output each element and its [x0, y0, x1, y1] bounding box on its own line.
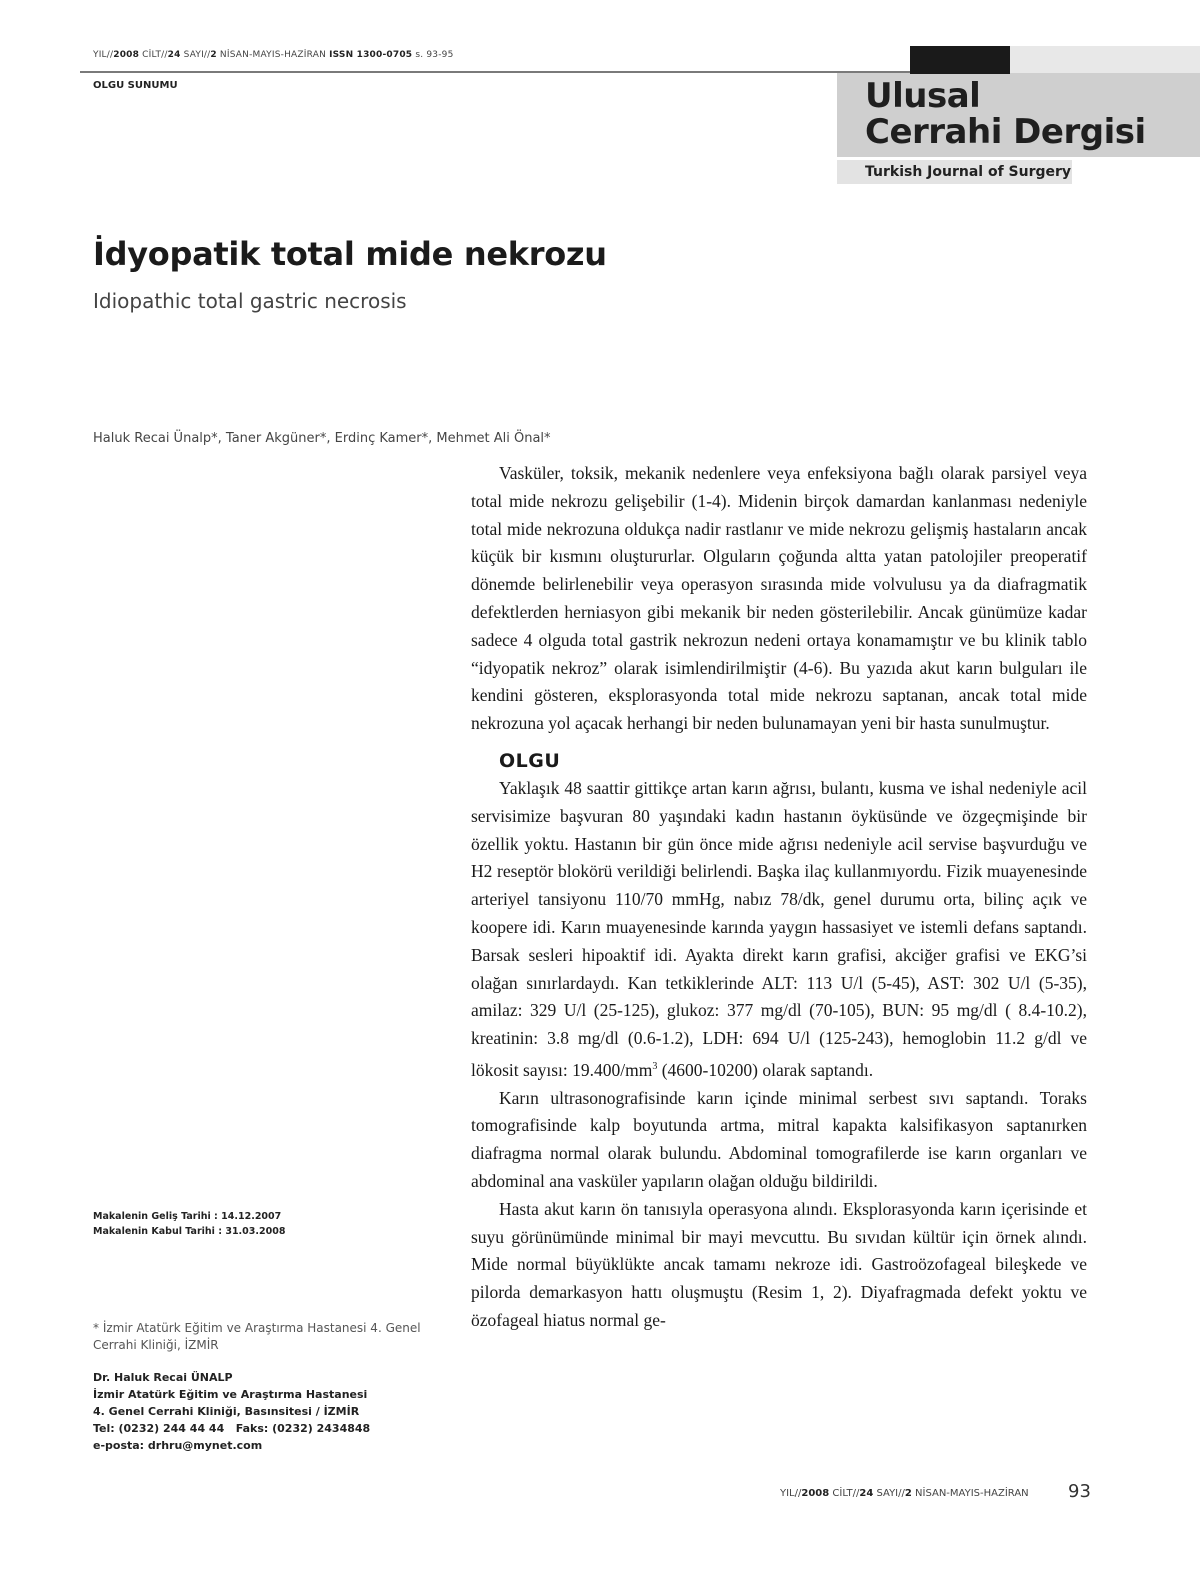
header-months: NİSAN-MAYIS-HAZİRAN: [216, 50, 330, 60]
footer-year: 2008: [801, 1488, 830, 1499]
journal-title-line2: Cerrahi Dergisi: [865, 112, 1146, 152]
accepted-date-row: [93, 1224, 285, 1239]
page-number: 93: [1068, 1481, 1091, 1502]
header-year-label: YIL//: [93, 50, 114, 60]
footer-volume-label: CİLT//: [829, 1488, 860, 1499]
case-paragraph-2: Karın ultrasonografisinde karın içinde minimal serbest sıvı saptandı. Toraks tomografisinde kalp boyutunda artma, mitral kapakta kalsifikasyon saptanırken diafragma normal olarak bulundu. Abdominal tomografilerde ise karın organları ve abdominal ana vasküler yapıların olağan olduğu bildirildi.: [471, 1087, 1087, 1191]
intro-paragraph: Vasküler, toksik, mekanik nedenlere veya enfeksiyona bağlı olarak parsiyel veya total mide nekrozu gelişebilir (1-4). Midenin birçok damardan kanlanması nedeniyle total mide nekrozuna oldukça nadir rastlanır ve mide nekrozu gelişmiş hastaların ancak küçük bir kısmını oluştururlar. Olguların çoğunda altta yatan patolojiler preoperatif dönemde belirlenebilir veya operasyon sırasında mide volvulusu ya da diafragmatik defektlerden herniasyon gibi mekanik bir neden gösterilebilir. Ancak günümüze kadar sadece 4 olguda total gastrik nekrozun nedeni ortaya konamamıştır ve bu klinik tablo “idyopatik nekroz” olarak isimlendirilmiştir (4-6). Bu yazıda akut karın bulguları ile kendini gösteren, eksplorasyonda total mide nekrozu saptanan, ancak total mide nekrozuna yol açacak herhangi bir neden bulunamayan yeni bir hasta sunulmuştur.: [471, 463, 1087, 734]
footer-months: NİSAN-MAYIS-HAZİRAN: [911, 1488, 1029, 1499]
article-subtitle: Idiopathic total gastric necrosis: [93, 289, 407, 313]
journal-block-light: [1010, 46, 1200, 76]
journal-subtitle: Turkish Journal of Surgery: [865, 164, 1072, 180]
correspondence-block: [93, 1369, 370, 1454]
header-issue: 2: [210, 50, 217, 60]
header-volume: 24: [167, 50, 181, 60]
article-body: [471, 460, 1087, 1335]
header-issue-label: SAYI//: [180, 50, 211, 60]
received-date-row: [93, 1209, 285, 1224]
accepted-date-label: Makalenin Kabul Tarihi :: [93, 1226, 223, 1237]
journal-title: [865, 78, 1146, 150]
contact-email: e-posta: drhru@mynet.com: [93, 1439, 263, 1452]
header-volume-label: CİLT//: [139, 50, 168, 60]
article-title: İdyopatik total mide nekrozu: [93, 235, 607, 273]
header-issn: ISSN 1300-0705: [329, 50, 413, 60]
header-rule: [80, 71, 910, 73]
journal-block-black: [910, 46, 1010, 74]
contact-name: Dr. Haluk Recai ÜNALP: [93, 1371, 233, 1384]
contact-institution: İzmir Atatürk Eğitim ve Araştırma Hastanesi: [93, 1388, 368, 1401]
article-authors: Haluk Recai Ünalp*, Taner Akgüner*, Erdinç Kamer*, Mehmet Ali Önal*: [93, 431, 551, 446]
header-pages: s. 93-95: [412, 50, 454, 60]
contact-phone: Tel: (0232) 244 44 44 Faks: (0232) 2434848: [93, 1422, 371, 1435]
case-paragraph-3: Hasta akut karın ön tanısıyla operasyona alındı. Eksplorasyonda karın içerisinde et suyu görünümünde minimal bir mayi mevcuttu. Bu sıvıdan kültür için örnek alındı. Mide normal büyüklükte ancak tamamı nekroze idi. Gastroözofageal bileşkede ve pilorda demarkasyon hattı oluşmuştu (Resim 1, 2). Diyafragmada defekt yoktu ve özofageal hiatus normal ge-: [471, 1198, 1087, 1330]
case-paragraph-1-superscript: 3: [652, 1060, 658, 1072]
case-paragraph-1-end: (4600-10200) olarak saptandı.: [657, 1059, 874, 1080]
received-date-label: Makalenin Geliş Tarihi :: [93, 1211, 218, 1222]
contact-address: 4. Genel Cerrahi Kliniği, Basınsitesi / İZMİR: [93, 1405, 360, 1418]
footer-issue-label: SAYI//: [873, 1488, 905, 1499]
received-date: 14.12.2007: [221, 1211, 282, 1222]
article-dates: [93, 1209, 285, 1239]
journal-title-line1: Ulusal: [865, 76, 981, 116]
accepted-date: 31.03.2008: [225, 1226, 286, 1237]
header-year: 2008: [113, 50, 140, 60]
section-heading-olgu: OLGU: [499, 749, 561, 772]
journal-issue-header: [93, 50, 454, 60]
footer-issue-info: [780, 1488, 1029, 1499]
case-paragraph-1-text: Yaklaşık 48 saattir gittikçe artan karın ağrısı, bulantı, kusma ve ishal nedeniyle acil servisimize başvuran 80 yaşındaki kadın hastanın öyküsünde ve özgeçmişinde bir özellik yoktu. Hastanın bir gün önce mide ağrısı nedeniyle acil servise başvurduğu ve H2 reseptör blokörü verildiği belirlendi. Başka ilaç kullanmıyordu. Fizik muayenesinde arteriyel tansiyonu 110/70 mmHg, nabız 78/dk, genel durumu orta, bilinç açık ve koopere idi. Karın muayenesinde karında yaygın hassasiyet ve istemli defans saptandı. Barsak sesleri hipoaktif idi. Ayakta direkt karın grafisi, akciğer grafisi ve EKG’si olağan sınırlardaydı. Kan tetkiklerinde ALT: 113 U/l (5-45), AST: 302 U/l (5-35), amilaz: 329 U/l (25-125), glukoz: 377 mg/dl (70-105), BUN: 95 mg/dl ( 8.4-10.2), kreatinin: 3.8 mg/dl (0.6-1.2), LDH: 694 U/l (125-243), hemoglobin 11.2 g/dl ve lökosit sayısı: 19.400/mm: [471, 777, 1087, 1080]
author-affiliation: * İzmir Atatürk Eğitim ve Araştırma Hastanesi 4. Genel Cerrahi Kliniği, İZMİR: [93, 1321, 421, 1352]
footer-volume: 24: [859, 1488, 874, 1499]
case-paragraph-1: [471, 775, 1087, 1085]
footer-year-label: YIL//: [780, 1488, 802, 1499]
section-label: OLGU SUNUMU: [93, 80, 178, 91]
footer-issue: 2: [904, 1488, 912, 1499]
